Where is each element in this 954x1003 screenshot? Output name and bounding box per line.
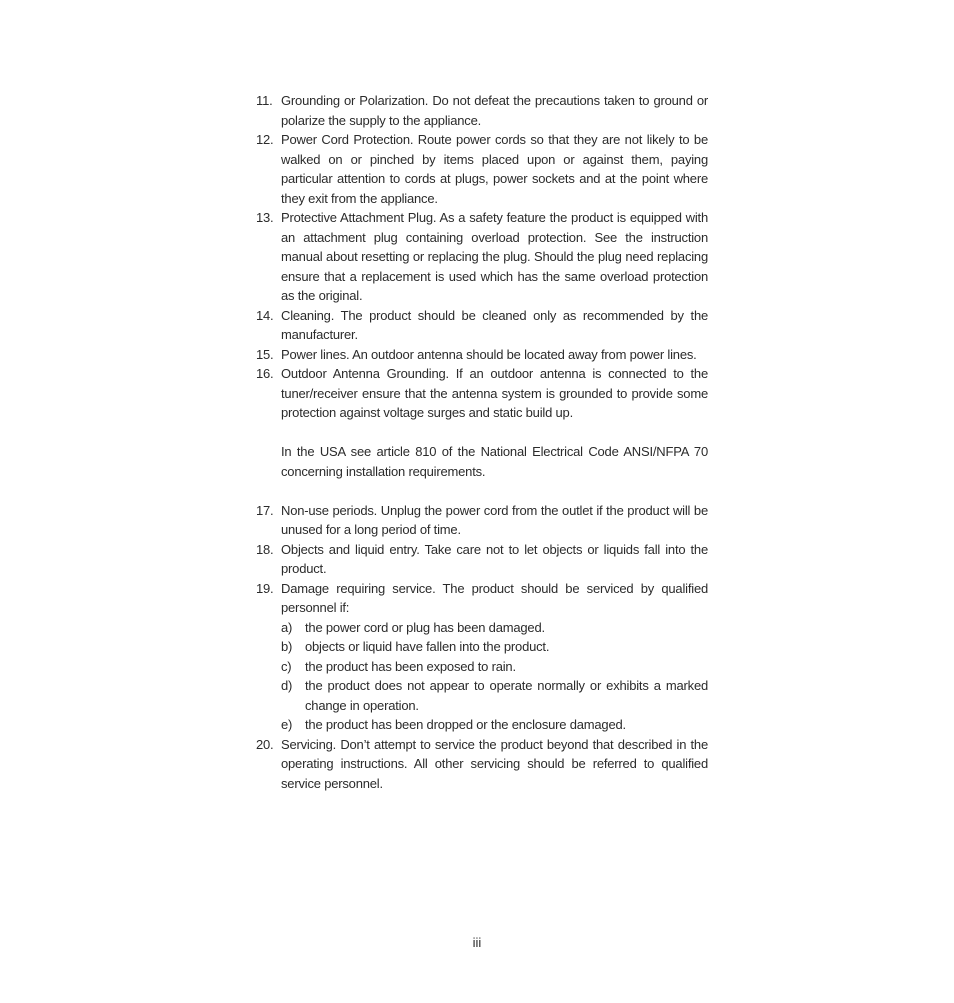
item-text: Outdoor Antenna Grounding. If an outdoor antenna is connected to the tuner/receiver ensure that the antenna system is grounded to provide some protection against voltage surges and static build up. xyxy=(281,366,708,420)
item-number: 16. xyxy=(256,366,274,381)
item-number: 11. xyxy=(256,93,273,108)
list-item-19 xyxy=(256,579,708,735)
list-item-13 xyxy=(256,208,708,306)
item-number: 12. xyxy=(256,132,274,147)
list-item-17 xyxy=(256,501,708,540)
item-number: 17. xyxy=(256,502,274,518)
item-number: 19. xyxy=(256,580,274,596)
sub-item-label: d) xyxy=(281,678,293,693)
list-item-20 xyxy=(256,735,708,794)
item-note: In the USA see article 810 of the National Electrical Code ANSI/NFPA 70 concerning installation requirements. xyxy=(281,444,708,479)
item-text: Power lines. An outdoor antenna should be located away from power lines. xyxy=(281,346,697,362)
sub-item-text: the product has been dropped or the enclosure damaged. xyxy=(305,717,626,732)
item-text: Damage requiring service. The product should be serviced by qualified personnel if: xyxy=(281,580,708,615)
sub-item-text: the product has been exposed to rain. xyxy=(305,658,516,674)
list-item-15 xyxy=(256,345,708,365)
item-text: Non-use periods. Unplug the power cord from the outlet if the product will be unused for a long period of time. xyxy=(281,502,708,537)
item-number: 15. xyxy=(256,346,274,362)
item-number: 13. xyxy=(256,210,274,225)
sub-item-text: the power cord or plug has been damaged. xyxy=(305,619,545,635)
sub-item-text: the product does not appear to operate normally or exhibits a marked change in operation. xyxy=(305,678,708,713)
item-text: Protective Attachment Plug. As a safety feature the product is equipped with an attachment plug containing overload protection. See the instruction manual about resetting or replacing the plug. Should the plug need replacing ensure that a replacement is used which has the same overload protection as the original. xyxy=(281,210,708,303)
item-number: 14. xyxy=(256,307,274,323)
list-item-12 xyxy=(256,130,708,208)
sub-item-c xyxy=(281,657,708,677)
item-body xyxy=(281,364,708,501)
item-text: Power Cord Protection. Route power cords so that they are not likely to be walked on or pinched by items placed upon or against them, paying particular attention to cords at plugs, power sockets and at the point where they exit from the appliance. xyxy=(281,132,708,206)
list-item-14 xyxy=(256,306,708,345)
sub-item-label: c) xyxy=(281,658,292,674)
sub-item-label: a) xyxy=(281,619,293,635)
safety-instructions-list xyxy=(256,91,708,793)
page-number: iii xyxy=(472,935,482,950)
item-body xyxy=(281,579,708,735)
list-item-11 xyxy=(256,91,708,130)
item-number: 18. xyxy=(256,541,274,557)
paragraph-spacer xyxy=(281,481,708,501)
item-text: Objects and liquid entry. Take care not to let objects or liquids fall into the product. xyxy=(281,541,708,576)
item-text: Servicing. Don’t attempt to service the product beyond that described in the operating instructions. All other servicing should be referred to qualified service personnel. xyxy=(281,736,708,791)
sub-item-text: objects or liquid have fallen into the product. xyxy=(305,639,550,654)
sub-item-d xyxy=(281,676,708,715)
sub-item-e xyxy=(281,715,708,735)
sub-item-label: e) xyxy=(281,717,293,732)
list-item-18 xyxy=(256,540,708,579)
sub-item-label: b) xyxy=(281,639,293,654)
list-item-16 xyxy=(256,364,708,501)
item-text: Grounding or Polarization. Do not defeat the precautions taken to ground or polarize the supply to the appliance. xyxy=(281,93,708,128)
item-number: 20. xyxy=(256,736,274,752)
item-text: Cleaning. The product should be cleaned only as recommended by the manufacturer. xyxy=(281,307,708,342)
sub-item-b xyxy=(281,637,708,657)
sub-item-a xyxy=(281,618,708,638)
